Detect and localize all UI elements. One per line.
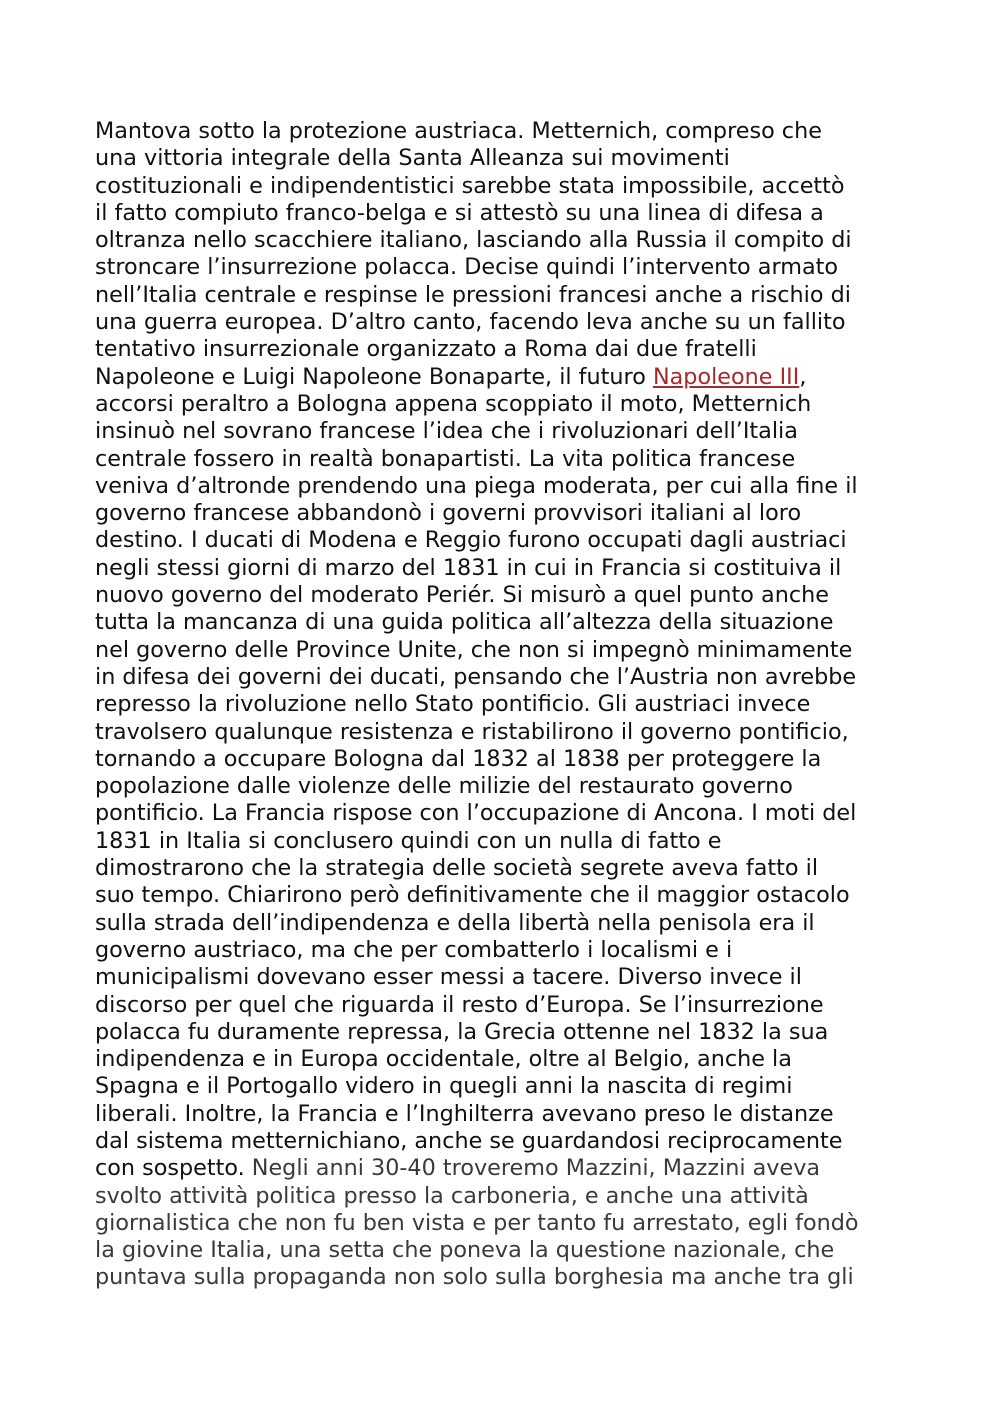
text-line: nell’Italia centrale e respinse le pressioni francesi anche a rischio di — [95, 281, 851, 308]
text-line: una guerra europea. D’altro canto, facendo leva anche su un fallito — [95, 309, 846, 336]
text-line: nuovo governo del moderato Periér. Si misurò a quel punto anche — [95, 582, 829, 609]
text-line: dal sistema metternichiano, anche se guardandosi reciprocamente — [95, 1127, 843, 1154]
text-line: costituzionali e indipendentistici sarebbe stata impossibile, accettò — [95, 172, 845, 199]
text-line: il fatto compiuto franco-belga e si attestò su una linea di difesa a — [95, 199, 824, 226]
text-line: Spagna e il Portogallo videro in quegli anni la nascita di regimi — [95, 1073, 793, 1100]
text-line: accorsi peraltro a Bologna appena scoppiato il moto, Metternich — [95, 390, 812, 417]
text-segment: , — [799, 363, 807, 390]
text-line: una vittoria integrale della Santa Alleanza sui movimenti — [95, 145, 730, 172]
text-line: tutta la mancanza di una guida politica all’altezza della situazione — [95, 609, 834, 636]
text-line: discorso per quel che riguarda il resto d’Europa. Se l’insurrezione — [95, 991, 824, 1018]
napoleone-iii-link[interactable]: Napoleone III — [652, 363, 800, 390]
grey-text-segment: Negli anni 30-40 troveremo Mazzini, Mazzini aveva — [251, 1155, 821, 1182]
text-line: travolsero qualunque resistenza e ristabilirono il governo pontificio, — [95, 718, 849, 745]
text-line: oltranza nello scacchiere italiano, lasciando alla Russia il compito di — [95, 227, 852, 254]
text-segment: con sospetto. — [95, 1155, 252, 1182]
text-segment: Napoleone e Luigi Napoleone Bonaparte, il futuro — [95, 363, 653, 390]
text-line: negli stessi giorni di marzo del 1831 in cui in Francia si costituiva il — [95, 554, 842, 581]
text-line: popolazione dalle violenze delle milizie del restaurato governo — [95, 773, 793, 800]
text-line: sulla strada dell’indipendenza e della libertà nella penisola era il — [95, 909, 815, 936]
text-line: municipalismi dovevano esser messi a tacere. Diverso invece il — [95, 964, 802, 991]
text-line: nel governo delle Province Unite, che non si impegnò minimamente — [95, 636, 853, 663]
text-line: veniva d’altronde prendendo una piega moderata, per cui alla fine il — [95, 472, 858, 499]
text-line: suo tempo. Chiarirono però definitivamente che il maggior ostacolo — [95, 882, 850, 909]
text-line: represso la rivoluzione nello Stato pontificio. Gli austriaci invece — [95, 691, 811, 718]
text-line: tornando a occupare Bologna dal 1832 al 1838 per proteggere la — [95, 745, 822, 772]
text-line: polacca fu duramente repressa, la Grecia ottenne nel 1832 la sua — [95, 1018, 829, 1045]
text-line-with-link — [95, 364, 915, 391]
text-line: 1831 in Italia si conclusero quindi con un nulla di fatto e — [95, 827, 722, 854]
text-line: destino. I ducati di Modena e Reggio furono occupati dagli austriaci — [95, 527, 847, 554]
text-line: stroncare l’insurrezione polacca. Decise quindi l’intervento armato — [95, 254, 838, 281]
grey-text-line: puntava sulla propaganda non solo sulla borghesia ma anche tra gli — [95, 1264, 854, 1291]
text-line: centrale fossero in realtà bonapartisti. La vita politica francese — [95, 445, 796, 472]
text-line-mixed — [95, 1155, 915, 1182]
text-line: pontificio. La Francia rispose con l’occupazione di Ancona. I moti del — [95, 800, 857, 827]
text-line: governo francese abbandonò i governi provvisori italiani al loro — [95, 500, 802, 527]
document-body — [95, 118, 915, 1292]
text-line: dimostrarono che la strategia delle società segrete aveva fatto il — [95, 855, 819, 882]
text-line: liberali. Inoltre, la Francia e l’Inghilterra avevano preso le distanze — [95, 1100, 834, 1127]
text-line: tentativo insurrezionale organizzato a Roma dai due fratelli — [95, 336, 757, 363]
grey-text-line: la giovine Italia, una setta che poneva la questione nazionale, che — [95, 1237, 835, 1264]
grey-text-line: giornalistica che non fu ben vista e per tanto fu arrestato, egli fondò — [95, 1209, 859, 1236]
text-line: Mantova sotto la protezione austriaca. Metternich, compreso che — [95, 118, 822, 144]
text-line: governo austriaco, ma che per combatterlo i localismi e i — [95, 936, 733, 963]
text-line: indipendenza e in Europa occidentale, oltre al Belgio, anche la — [95, 1046, 792, 1073]
text-line: in difesa dei governi dei ducati, pensando che l’Austria non avrebbe — [95, 663, 857, 690]
grey-text-line: svolto attività politica presso la carboneria, e anche una attività — [95, 1182, 809, 1209]
text-line: insinuò nel sovrano francese l’idea che i rivoluzionari dell’Italia — [95, 418, 798, 445]
